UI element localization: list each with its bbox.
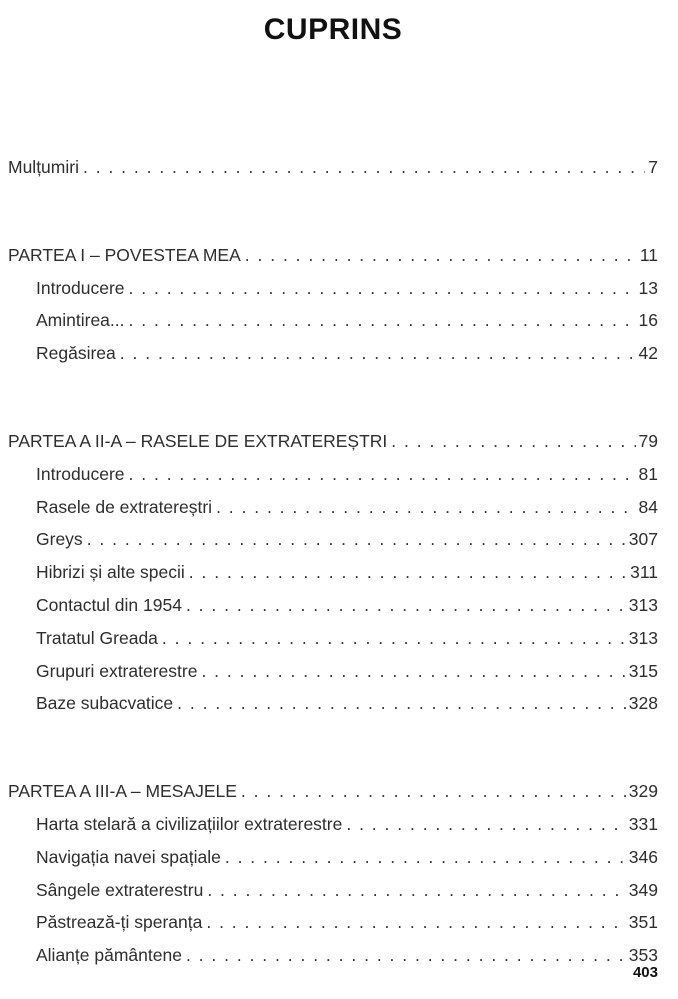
- toc-entry-label: Harta stelară a civilizațiilor extraterestre: [36, 813, 343, 834]
- toc-entry-page: 84: [638, 496, 658, 517]
- toc-entry: [8, 239, 658, 272]
- toc-entry-label: Contactul din 1954: [36, 594, 182, 615]
- toc-entry: [8, 841, 658, 874]
- toc-entry: [8, 337, 658, 370]
- toc-entry: [8, 556, 658, 589]
- toc-entry: [8, 775, 658, 808]
- toc-dot-leader: [225, 841, 626, 874]
- toc-dot-leader: [189, 556, 627, 589]
- toc-dot-leader: [129, 272, 636, 305]
- toc-entry: [8, 808, 658, 841]
- toc-dot-leader: [120, 337, 636, 370]
- toc-entry-label: PARTEA A III-A – MESAJELE: [8, 781, 237, 802]
- toc-entry-label: Regăsirea: [36, 343, 116, 364]
- toc-dot-leader: [207, 874, 625, 907]
- toc-entry-page: 313: [628, 594, 658, 615]
- toc-entry: [8, 589, 658, 622]
- toc-dot-leader: [216, 491, 635, 524]
- toc-entry: [8, 491, 658, 524]
- toc-entry-page: 13: [638, 277, 658, 298]
- toc-dot-leader: [201, 655, 625, 688]
- toc-entry-page: 329: [628, 781, 658, 802]
- toc-entry-page: 349: [628, 879, 658, 900]
- toc-entry-label: Hibrizi și alte specii: [36, 562, 185, 583]
- folio-page-number: 403: [632, 964, 658, 981]
- toc-entry: [8, 655, 658, 688]
- toc-entry: [8, 458, 658, 491]
- toc-entry-label: Păstrează-ți speranța: [36, 912, 203, 933]
- toc-entry-page: 79: [638, 430, 658, 451]
- toc-entry: [8, 272, 658, 305]
- toc-dot-leader: [206, 906, 625, 939]
- toc-entry: [8, 687, 658, 720]
- toc-entry-page: 307: [628, 529, 658, 550]
- toc-dot-leader: [241, 775, 626, 808]
- toc-dot-leader: [129, 458, 636, 491]
- toc-entry-page: 311: [630, 562, 658, 583]
- toc-entry-label: Tratatul Greada: [36, 627, 158, 648]
- toc-entry-page: 328: [628, 693, 658, 714]
- toc-entry: [8, 304, 658, 337]
- toc-entry: [8, 151, 658, 184]
- toc-list: [8, 151, 658, 972]
- toc-entry: [8, 425, 658, 458]
- toc-dot-leader: [87, 523, 626, 556]
- toc-entry: [8, 939, 658, 972]
- toc-entry: [8, 906, 658, 939]
- toc-entry-page: 42: [638, 343, 658, 364]
- toc-entry-page: 331: [628, 813, 658, 834]
- toc-entry-page: 81: [638, 463, 658, 484]
- toc-entry-label: Introducere: [36, 277, 125, 298]
- toc-entry-label: Introducere: [36, 463, 125, 484]
- toc-dot-leader: [177, 687, 626, 720]
- toc-entry-page: 346: [628, 846, 658, 867]
- toc-entry-page: 16: [638, 310, 658, 331]
- toc-entry-page: 7: [648, 157, 658, 177]
- toc-entry-label: Mulțumiri: [8, 157, 79, 177]
- toc-entry-label: Amintirea...: [36, 310, 125, 331]
- toc-dot-leader: [186, 589, 626, 622]
- toc-entry: [8, 523, 658, 556]
- toc-entry-page: 351: [628, 912, 658, 933]
- toc-entry-label: Sângele extraterestru: [36, 879, 204, 900]
- toc-entry-label: Grupuri extraterestre: [36, 660, 198, 681]
- toc-dot-leader: [129, 304, 636, 337]
- toc-dot-leader: [186, 939, 626, 972]
- toc-entry-label: PARTEA I – POVESTEA MEA: [8, 244, 241, 265]
- page-title: CUPRINS: [263, 13, 403, 46]
- toc-entry-page: 313: [628, 627, 658, 648]
- toc-entry-label: Alianțe pământene: [36, 945, 182, 966]
- toc-entry: [8, 874, 658, 907]
- toc-entry-label: Greys: [36, 529, 83, 550]
- toc-entry-label: Baze subacvatice: [36, 693, 174, 714]
- toc-entry-label: PARTEA A II-A – RASELE DE EXTRATEREȘTRI: [8, 430, 388, 451]
- toc-entry: [8, 622, 658, 655]
- toc-dot-leader: [245, 239, 637, 272]
- toc-entry-page: 11: [639, 244, 658, 265]
- toc-dot-leader: [391, 425, 635, 458]
- toc-entry-label: Rasele de extratereștri: [36, 496, 213, 517]
- toc-entry-page: 315: [628, 660, 658, 681]
- toc-dot-leader: [162, 622, 626, 655]
- toc-dot-leader: [83, 151, 645, 184]
- toc-entry-page: 353: [628, 945, 658, 966]
- toc-dot-leader: [346, 808, 625, 841]
- toc-entry-label: Navigația navei spațiale: [36, 846, 221, 867]
